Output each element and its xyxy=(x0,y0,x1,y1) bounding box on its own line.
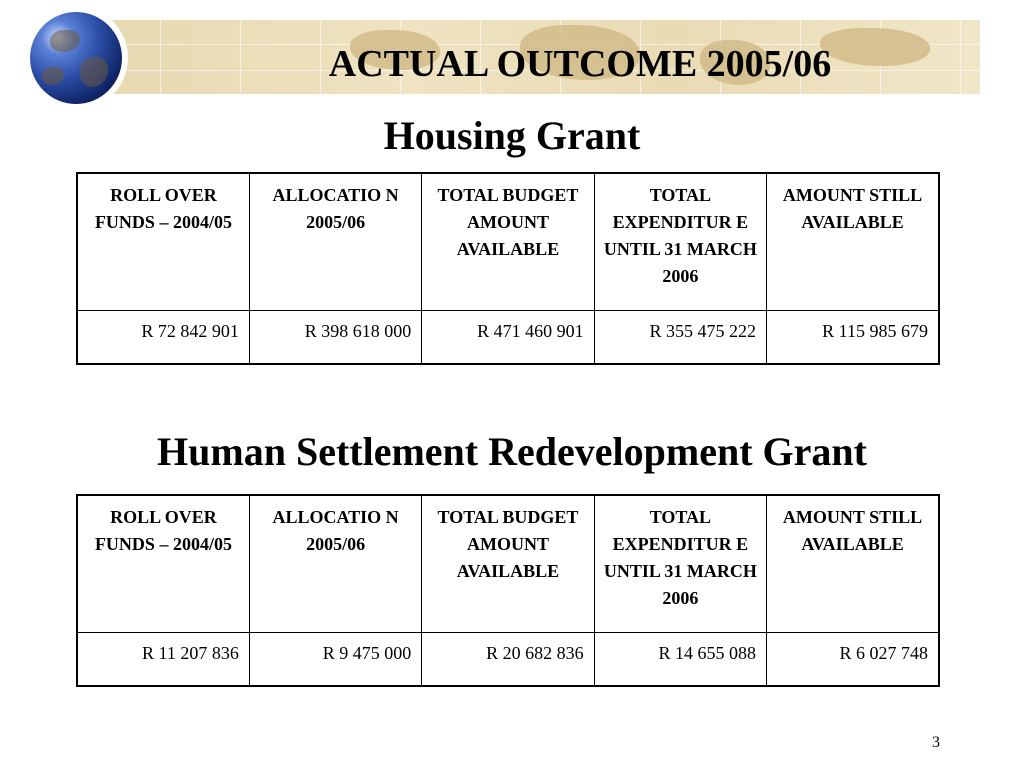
table-cell: R 20 682 836 xyxy=(422,633,594,687)
slide-title: ACTUAL OUTCOME 2005/06 xyxy=(328,43,832,85)
globe-icon xyxy=(30,12,122,104)
table-header-row xyxy=(77,173,939,311)
column-header: ALLOCATIO N 2005/06 xyxy=(249,495,421,633)
column-header: TOTAL BUDGET AMOUNT AVAILABLE xyxy=(422,173,594,311)
table-cell: R 471 460 901 xyxy=(422,311,594,365)
page-number: 3 xyxy=(932,734,940,751)
table-cell: R 11 207 836 xyxy=(77,633,249,687)
section-heading-human-settlement: Human Settlement Redevelopment Grant xyxy=(157,429,867,474)
column-header: ROLL OVER FUNDS – 2004/05 xyxy=(77,495,249,633)
column-header: AMOUNT STILL AVAILABLE xyxy=(767,495,939,633)
table-cell: R 398 618 000 xyxy=(249,311,421,365)
housing-grant-table xyxy=(76,172,940,365)
table-row xyxy=(77,311,939,365)
column-header: ROLL OVER FUNDS – 2004/05 xyxy=(77,173,249,311)
table-cell: R 355 475 222 xyxy=(594,311,766,365)
table-cell: R 6 027 748 xyxy=(767,633,939,687)
section-heading-housing-grant: Housing Grant xyxy=(383,113,641,158)
table-row xyxy=(77,633,939,687)
column-header: TOTAL BUDGET AMOUNT AVAILABLE xyxy=(422,495,594,633)
column-header: TOTAL EXPENDITUR E UNTIL 31 MARCH 2006 xyxy=(594,173,766,311)
column-header: TOTAL EXPENDITUR E UNTIL 31 MARCH 2006 xyxy=(594,495,766,633)
human-settlement-grant-table xyxy=(76,494,940,687)
column-header: AMOUNT STILL AVAILABLE xyxy=(767,173,939,311)
table-cell: R 14 655 088 xyxy=(594,633,766,687)
table-cell: R 9 475 000 xyxy=(249,633,421,687)
column-header: ALLOCATIO N 2005/06 xyxy=(249,173,421,311)
table-cell: R 115 985 679 xyxy=(767,311,939,365)
table-cell: R 72 842 901 xyxy=(77,311,249,365)
table-header-row xyxy=(77,495,939,633)
